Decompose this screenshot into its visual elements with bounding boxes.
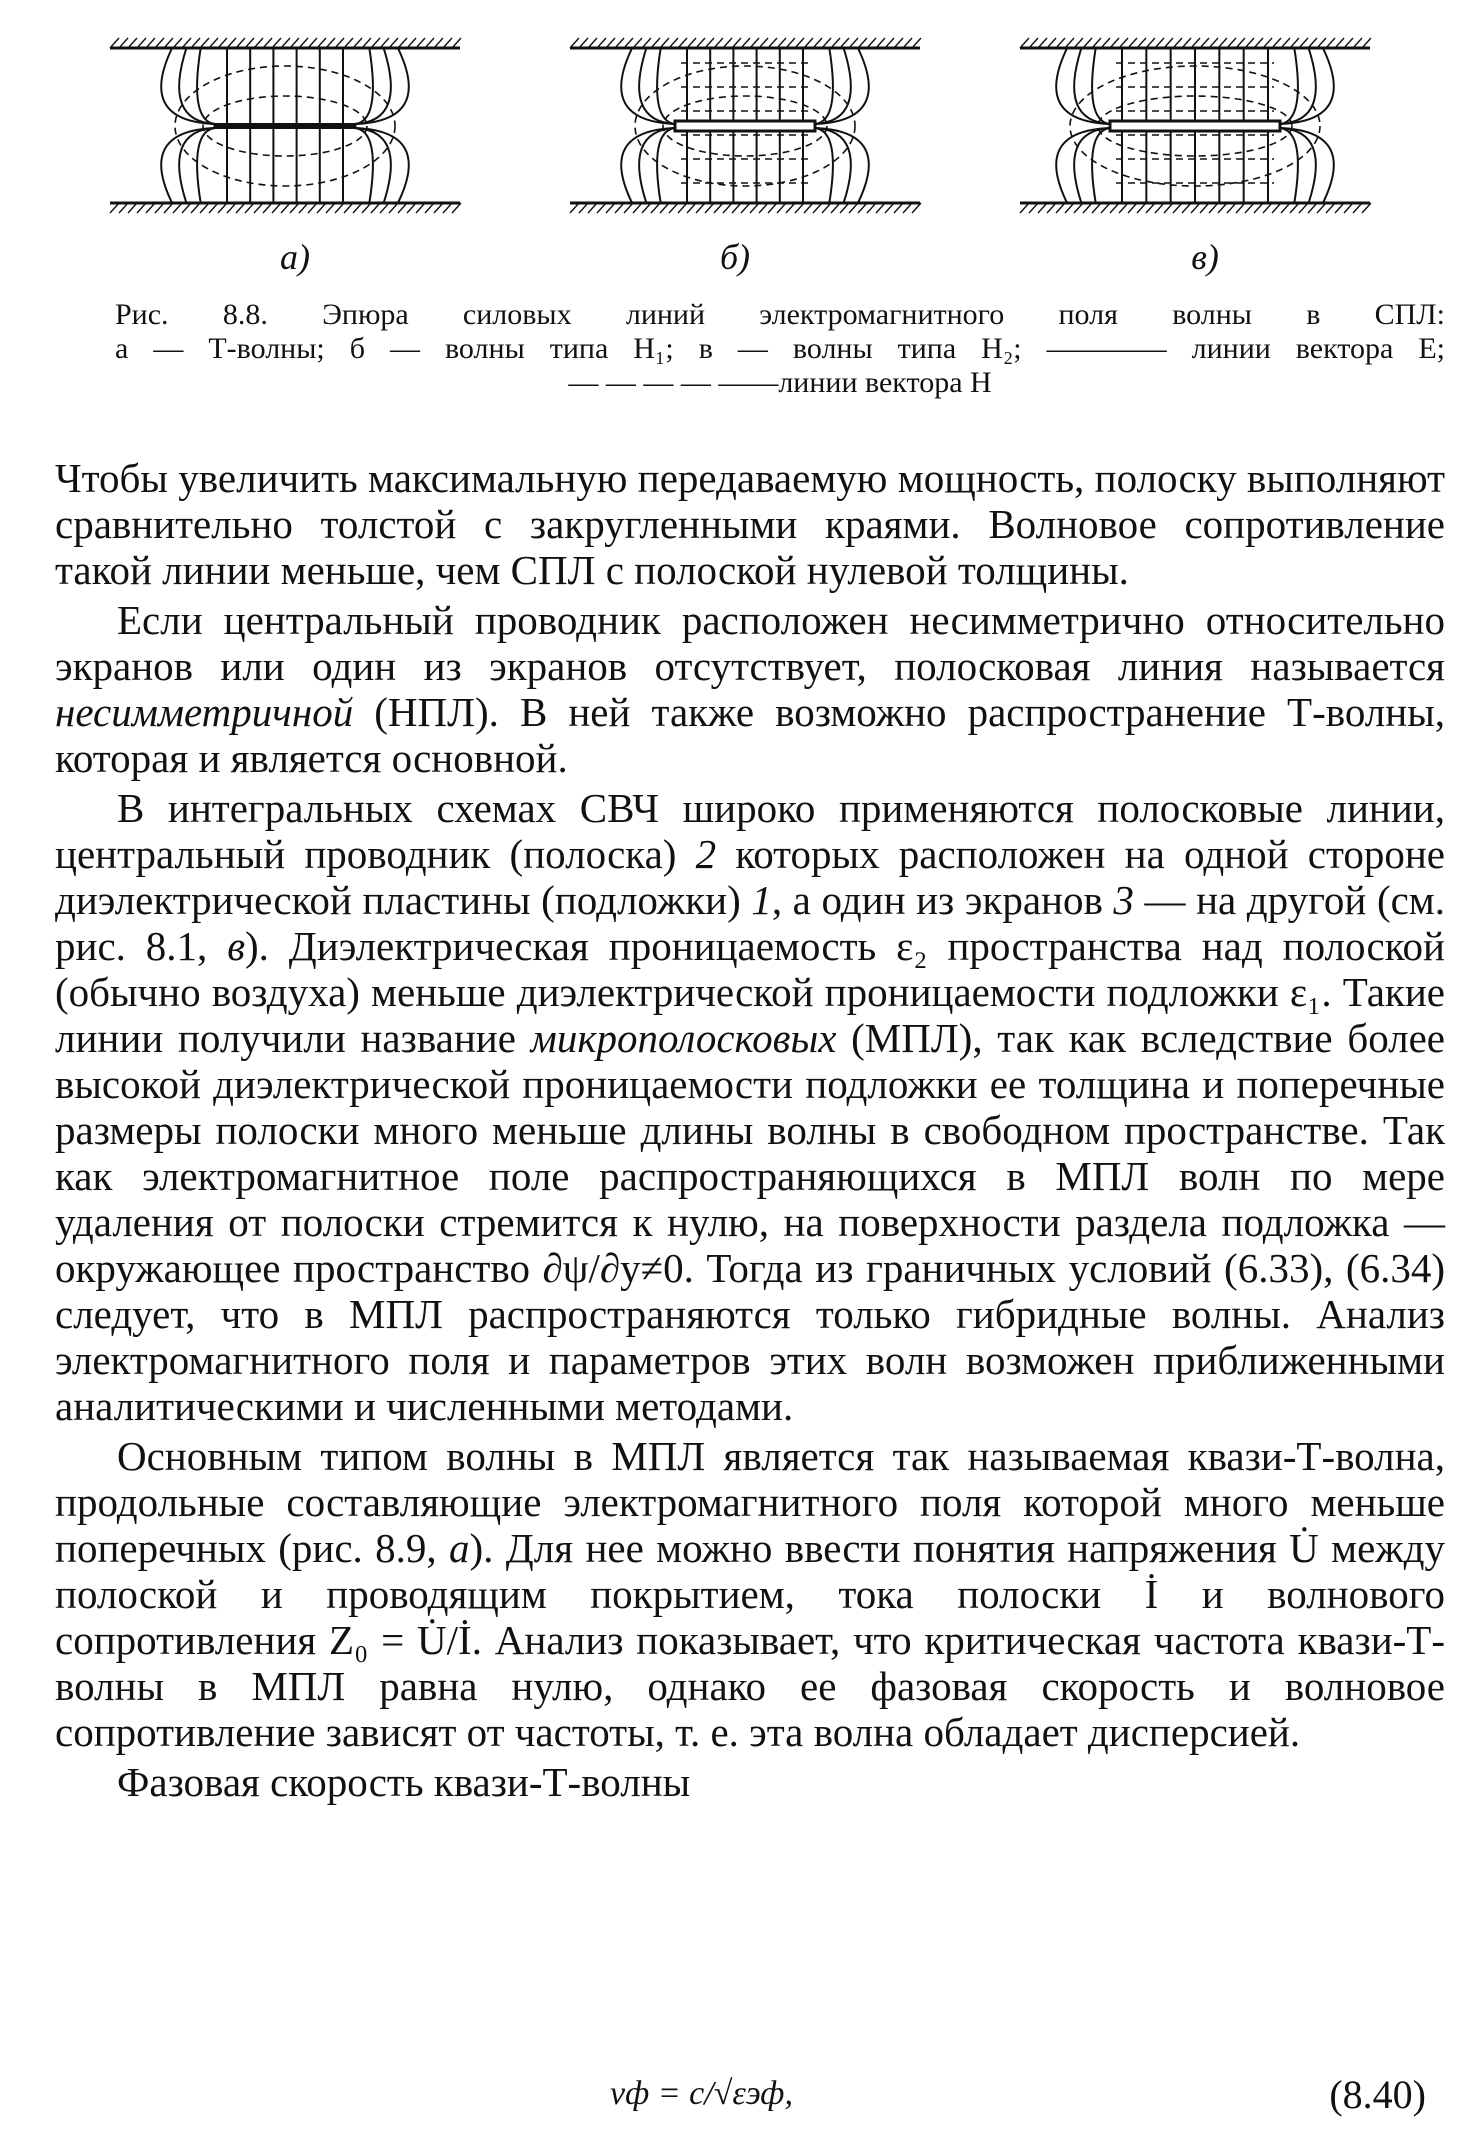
formula-8-40	[0, 2072, 1471, 2125]
field-diagram-h2-wave	[1010, 18, 1380, 233]
text-run: Фазовая скорость квази-Т-волны	[117, 1759, 691, 1805]
caption-line-2: а — Т-волны; б — волны типа H₁; в — волны типа H₂; ———— линии вектора E;	[115, 332, 1445, 365]
italic-term: несимметричной	[55, 689, 354, 735]
italic-term: 3	[1113, 877, 1134, 923]
field-lines-diagram	[1010, 18, 1380, 233]
phase-velocity-formula: vф = c/√εэф,	[610, 2075, 793, 2112]
italic-term: 2	[695, 831, 717, 877]
equation-number: (8.40)	[1329, 2072, 1426, 2117]
figure-8-8	[0, 0, 1471, 290]
paragraph	[55, 455, 1445, 593]
text-run: Основным типом волны в МПЛ является так называемая квази-Т-волна, продольные составляющие электромагнитного поля которой много меньше поперечных (рис. 8.9,	[55, 1433, 1445, 1571]
figure-label-c: в)	[1191, 237, 1219, 277]
text-run: (МПЛ), так как вследствие более высокой диэлектрической проницаемости подложки ее толщина и поперечные размеры полоски много меньше длины волны в свободном пространстве. Так как электромагнитное поле распространяющихся в МПЛ волн по мере удаления от полоски стремится к нулю, на поверхности раздела подложка — окружающее пространство ∂ψ/∂y≠0. Тогда из граничных условий (6.33), (6.34) следует, что в МПЛ распространяются только гибридные волны. Анализ электромагнитного поля и параметров этих волн возможен приближенными аналитическими и численными методами.	[55, 1015, 1446, 1429]
text-run: (НПЛ). В ней также возможно распространение Т-волны, которая и является основной.	[55, 689, 1445, 781]
text-run: Если центральный проводник расположен несимметрично относительно экранов или один из экранов отсутствует, полосковая линия называется	[55, 597, 1445, 689]
caption-line-1: Рис. 8.8. Эпюра силовых линий электромагнитного поля волны в СПЛ:	[115, 298, 1445, 331]
field-lines-diagram	[560, 18, 930, 233]
text-run: — на другой (см. рис. 8.1,	[55, 877, 1445, 969]
paragraph	[55, 1759, 1445, 1805]
text-run: которых расположен на одной стороне диэлектрической пластины (подложки)	[55, 831, 1445, 923]
text-run: , а один из экранов	[771, 877, 1114, 923]
text-run: Чтобы увеличить максимальную передаваемую мощность, полоску выполняют сравнительно толстой с закругленными краями. Волновое сопротивление такой линии меньше, чем СПЛ с полоской нулевой толщины.	[55, 455, 1445, 593]
italic-term: в	[227, 923, 245, 969]
body-text	[55, 455, 1445, 1809]
paragraph	[55, 1433, 1445, 1755]
text-run: ). Для нее можно ввести понятия напряжения U̇ между полоской и проводящим покрытием, тока полоски İ и волнового сопротивления Z₀ = U̇/İ. Анализ показывает, что критическая частота квази-Т-волны в МПЛ равна нулю, однако ее фазовая скорость и волновое сопротивление зависят от частоты, т. е. эта волна обладает дисперсией.	[55, 1525, 1445, 1755]
paragraph	[55, 785, 1445, 1429]
italic-term: микрополосковых	[530, 1015, 837, 1061]
italic-term: а	[449, 1525, 470, 1571]
paragraph	[55, 597, 1445, 781]
figure-label-a: а)	[280, 237, 310, 277]
text-run: В интегральных схемах СВЧ широко применяются полосковые линии, центральный проводник (полоска)	[55, 785, 1445, 877]
figure-label-b: б)	[719, 237, 751, 277]
caption-line-3: — — — — ——линии вектора H	[568, 366, 992, 399]
text-run: ). Диэлектрическая проницаемость ε₂ пространства над полоской (обычно воздуха) меньше диэлектрической проницаемости подложки ε₁. Такие линии получили название	[55, 923, 1445, 1061]
field-diagram-t-wave	[100, 18, 470, 233]
field-lines-diagram	[100, 18, 470, 233]
italic-term: 1	[751, 877, 772, 923]
field-diagram-h1-wave	[560, 18, 930, 233]
figure-caption	[115, 298, 1445, 400]
